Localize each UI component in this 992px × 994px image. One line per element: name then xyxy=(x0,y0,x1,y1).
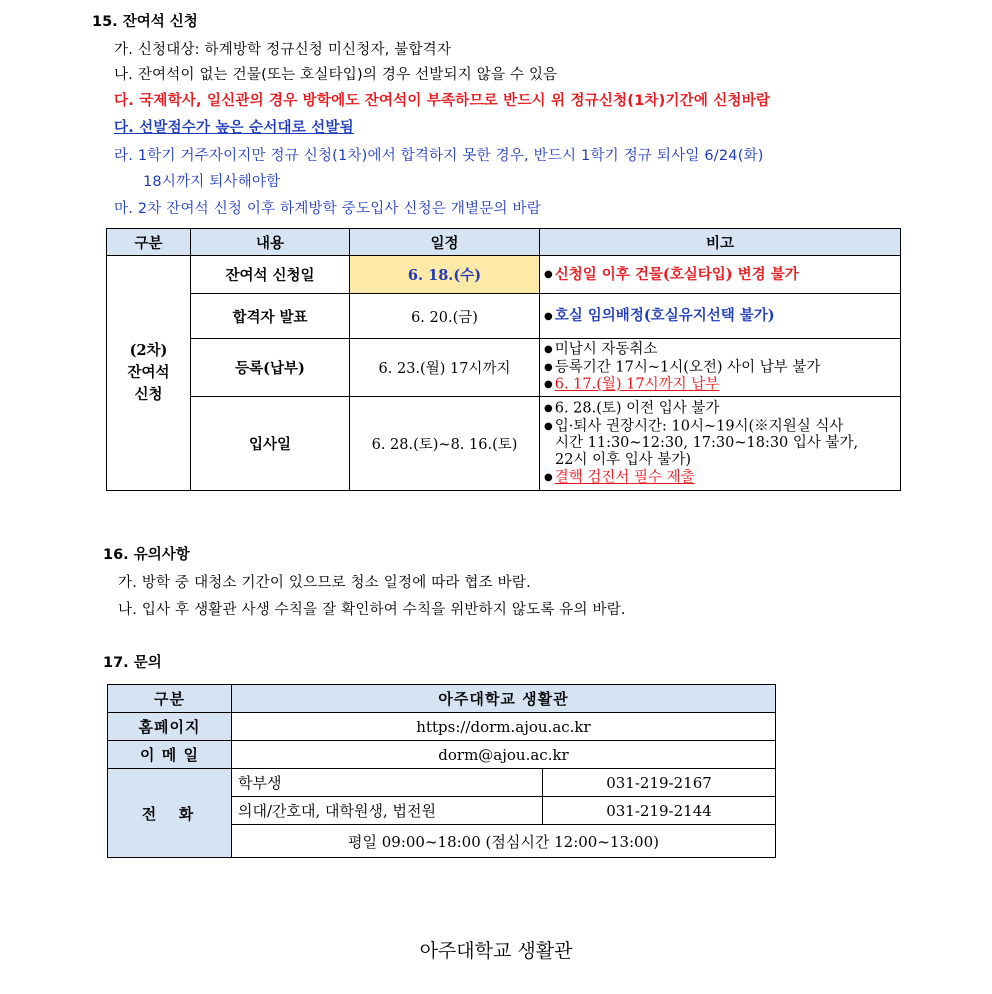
contact-header-label: 구분 xyxy=(108,685,232,713)
col-header-date: 일정 xyxy=(350,229,540,256)
group-label-line: (2차) xyxy=(129,342,168,359)
section-15-item-ra: 라. 1학기 거주자이지만 정규 신청(1차)에서 합격하지 못한 경우, 반드시 1학기 정규 퇴사일 6/24(화) xyxy=(114,148,764,164)
phone-group: 학부생 xyxy=(232,769,543,797)
group-label-cell xyxy=(107,256,191,491)
homepage-link[interactable]: https://dorm.ajou.ac.kr xyxy=(232,713,776,741)
section-15-item-da-warning: 다. 국제학사, 일신관의 경우 방학에도 잔여석이 부족하므로 반드시 위 정규신청(1차)기간에 신청바람 xyxy=(114,93,771,109)
row-note: ● 신청일 이후 건물(호실타입) 변경 불가 xyxy=(540,256,901,294)
table-row xyxy=(107,339,901,397)
row-content: 등록(납부) xyxy=(191,339,350,397)
section-15-item-da-selection: 다. 선발점수가 높은 순서대로 선발됨 xyxy=(114,120,354,136)
col-header-category: 구분 xyxy=(107,229,191,256)
row-note: ● 호실 임의배정(호실유지선택 불가) xyxy=(540,294,901,339)
group-label-line: 신청 xyxy=(134,386,163,403)
group-label-line: 잔여석 xyxy=(127,364,170,381)
phone-number: 031-219-2167 xyxy=(543,769,776,797)
homepage-label: 홈페이지 xyxy=(108,713,232,741)
section-15-item-ga: 가. 신청대상: 하계방학 정규신청 미신청자, 불합격자 xyxy=(114,42,452,58)
row-note: ● 6. 28.(토) 이전 입사 불가 ● 입·퇴사 권장시간: 10시~19시(※지원실 식사 시간 11:30~12:30, 17:30~18:30 입사 불가, 22시 이후 입사 불가) ● 결핵 검진서 필수 제출 xyxy=(540,397,901,491)
email-link[interactable]: dorm@ajou.ac.kr xyxy=(232,741,776,769)
phone-label: 전 화 xyxy=(108,769,232,858)
section-15-item-ma: 마. 2차 잔여석 신청 이후 하계방학 중도입사 신청은 개별문의 바람 xyxy=(114,201,541,217)
section-17-heading: 17. 문의 xyxy=(103,655,162,671)
table-row xyxy=(107,256,901,294)
row-content: 잔여석 신청일 xyxy=(191,256,350,294)
col-header-content: 내용 xyxy=(191,229,350,256)
contact-table xyxy=(107,684,776,858)
section-16-item-na: 나. 입사 후 생활관 사생 수칙을 잘 확인하여 수칙을 위반하지 않도록 유의 바람. xyxy=(118,602,626,618)
footer-org-name: 아주대학교 생활관 xyxy=(419,940,573,962)
section-15-item-ra-cont: 18시까지 퇴사해야함 xyxy=(143,174,281,190)
section-16-item-ga: 가. 방학 중 대청소 기간이 있으므로 청소 일정에 따라 협조 바람. xyxy=(118,575,531,591)
col-header-notes: 비고 xyxy=(540,229,901,256)
row-content: 합격자 발표 xyxy=(191,294,350,339)
phone-group: 의대/간호대, 대학원생, 법전원 xyxy=(232,797,543,825)
row-note: ● 미납시 자동취소 ● 등록기간 17시~1시(오전) 사이 납부 불가 ● 6. 17.(월) 17시까지 납부 xyxy=(540,339,901,397)
contact-header-value: 아주대학교 생활관 xyxy=(232,685,776,713)
row-date: 6. 28.(토)~8. 16.(토) xyxy=(350,397,540,491)
email-label: 이 메 일 xyxy=(108,741,232,769)
row-content: 입사일 xyxy=(191,397,350,491)
table-row xyxy=(107,397,901,491)
office-hours: 평일 09:00~18:00 (점심시간 12:00~13:00) xyxy=(232,825,776,858)
table-row xyxy=(107,294,901,339)
section-15-heading: 15. 잔여석 신청 xyxy=(92,14,198,30)
row-date: 6. 23.(월) 17시까지 xyxy=(350,339,540,397)
row-date: 6. 20.(금) xyxy=(350,294,540,339)
row-date: 6. 18.(수) xyxy=(350,256,540,294)
phone-number: 031-219-2144 xyxy=(543,797,776,825)
section-16-heading: 16. 유의사항 xyxy=(103,547,190,563)
section-15-item-na: 나. 잔여석이 없는 건물(또는 호실타입)의 경우 선발되지 않을 수 있음 xyxy=(114,67,558,83)
schedule-table xyxy=(106,228,901,491)
